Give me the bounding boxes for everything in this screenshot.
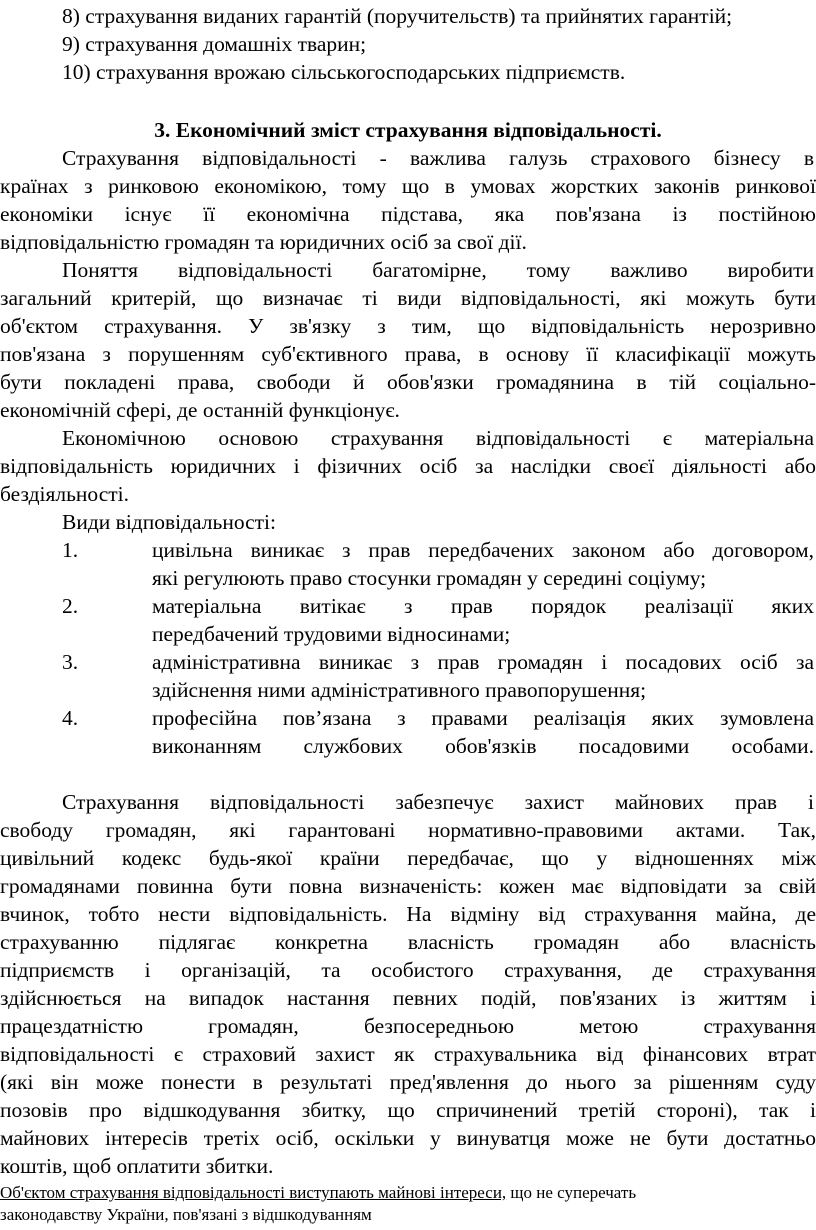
list-item: 10) страхування врожаю сільськогосподарських підприємств. bbox=[62, 60, 626, 84]
paragraph-line: країнах з ринковою економікою, тому що в умовах жорстких законів ринкової bbox=[0, 174, 816, 198]
paragraph-line: Страхування відповідальності - важлива галузь страхового бізнесу в bbox=[62, 146, 814, 170]
paragraph-line: відповідальність юридичних і фізичних осіб за наслідки своєї діяльності або bbox=[0, 454, 816, 478]
paragraph-line: відповідальності є страховий захист як страхувальника від фінансових втрат bbox=[0, 1042, 816, 1066]
paragraph-line: працездатністю громадян, безпосередньою метою страхування bbox=[0, 1014, 816, 1038]
footer-line: законодавству України, пов'язані з відшкодуванням bbox=[0, 1205, 372, 1224]
footer-text: що не суперечать bbox=[506, 1183, 637, 1202]
paragraph-line: підприємств і організацій, та особистого страхування, де страхування bbox=[0, 958, 816, 982]
list-item: матеріальна витікає з прав порядок реалізації яких bbox=[152, 594, 814, 618]
paragraph-line: бути покладені права, свободи й обов'язки громадянина в тій соціально- bbox=[0, 370, 816, 394]
paragraph-line: (які він може понести в результаті пред'явлення до нього за рішенням суду bbox=[0, 1070, 816, 1094]
paragraph-line: відповідальністю громадян та юридичних осіб за свої дії. bbox=[0, 230, 527, 254]
list-item: здійснення ними адміністративного правопорушення; bbox=[152, 678, 647, 702]
list-number: 2. bbox=[62, 594, 79, 618]
paragraph-line: Економічною основою страхування відповідальності є матеріальна bbox=[62, 426, 814, 450]
paragraph-line: об'єктом страхування. У зв'язку з тим, що відповідальність нерозривно bbox=[0, 314, 816, 338]
list-number: 4. bbox=[62, 706, 79, 730]
paragraph-line: здійснюється на випадок настання певних подій, пов'язаних із життям і bbox=[0, 986, 816, 1010]
paragraph-line: економічній сфері, де останній функціонує. bbox=[0, 398, 400, 422]
list-item: адміністративна виникає з прав громадян і посадових осіб за bbox=[152, 650, 814, 674]
paragraph-line: бездіяльності. bbox=[0, 482, 129, 506]
paragraph-line: пов'язана з порушенням суб'єктивного права, в основу її класифікації можуть bbox=[0, 342, 816, 366]
paragraph-line: Поняття відповідальності багатомірне, тому важливо виробити bbox=[62, 258, 814, 282]
list-number: 3. bbox=[62, 650, 79, 674]
list-intro: Види відповідальності: bbox=[62, 510, 276, 534]
paragraph-line: економіки існує її економічна підстава, яка пов'язана із постійною bbox=[0, 202, 816, 226]
paragraph-line: коштів, щоб оплатити збитки. bbox=[0, 1154, 274, 1178]
paragraph-line: майнових інтересів третіх осіб, оскільки у винуватця може не бути достатньо bbox=[0, 1126, 816, 1150]
paragraph-line: свободу громадян, які гарантовані нормативно-правовими актами. Так, bbox=[0, 818, 816, 842]
paragraph-line: вчинок, тобто нести відповідальність. На відміну від страхування майна, де bbox=[0, 902, 816, 926]
list-item: цивільна виникає з прав передбачених законом або договором, bbox=[152, 538, 814, 562]
list-item: професійна пов’язана з правами реалізація яких зумовлена bbox=[152, 706, 814, 730]
list-number: 1. bbox=[62, 538, 79, 562]
list-item: 9) страхування домашніх тварин; bbox=[62, 32, 367, 56]
footer-underlined-text: Об'єктом страхування відповідальності виступають майнові інтереси, bbox=[0, 1183, 507, 1202]
section-heading: 3. Економічний зміст страхування відповідальності. bbox=[154, 118, 662, 142]
list-item: 8) страхування виданих гарантій (поручительств) та прийнятих гарантій; bbox=[62, 4, 733, 28]
list-item: передбачений трудовими відносинами; bbox=[152, 622, 511, 646]
paragraph-line: громадянами повинна бути повна визначеність: кожен має відповідати за свій bbox=[0, 874, 816, 898]
paragraph-line: цивільний кодекс будь-якої країни передбачає, що у відношеннях між bbox=[0, 846, 816, 870]
paragraph-line: загальний критерій, що визначає ті види відповідальності, які можуть бути bbox=[0, 286, 816, 310]
footer-line bbox=[0, 1182, 816, 1204]
paragraph-line: позовів про відшкодування збитку, що спричинений третій стороні), так і bbox=[0, 1098, 816, 1122]
paragraph-line: страхуванню підлягає конкретна власність громадян або власність bbox=[0, 930, 816, 954]
list-item: виконанням службових обов'язків посадовими особами. bbox=[152, 734, 814, 758]
list-item: які регулюють право стосунки громадян у середині соціуму; bbox=[152, 566, 707, 590]
paragraph-line: Страхування відповідальності забезпечує захист майнових прав і bbox=[62, 790, 814, 814]
